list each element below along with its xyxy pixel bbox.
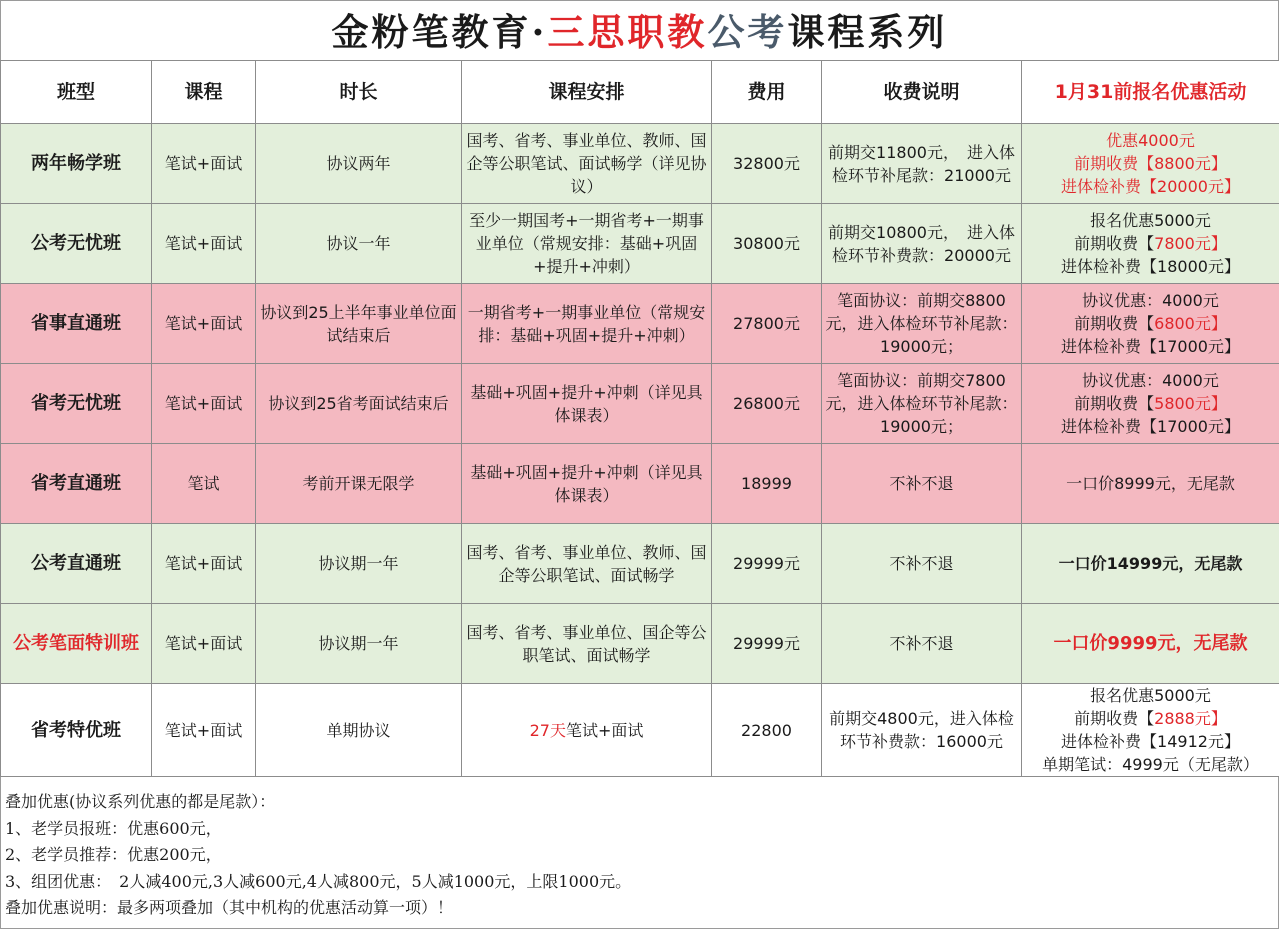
page-title: [0, 0, 1279, 60]
promo-line: 前期收费【6800元】: [1074, 314, 1227, 333]
row-course: 笔试+面试: [152, 684, 256, 777]
header-duration: 时长: [256, 61, 462, 124]
row-name: 省事直通班: [1, 284, 152, 364]
row-promo: [1022, 284, 1279, 364]
row-course: 笔试+面试: [152, 524, 256, 604]
row-duration: 考前开课无限学: [256, 444, 462, 524]
row-schedule: 国考、省考、事业单位、教师、国企等公职笔试、面试畅学（详见协议）: [462, 124, 712, 204]
row-fee: 30800元: [712, 204, 822, 284]
row-promo: [1022, 124, 1279, 204]
row-name: 公考无忧班: [1, 204, 152, 284]
header-fee: 费用: [712, 61, 822, 124]
row-promo: [1022, 364, 1279, 444]
header-promo: 1月31前报名优惠活动: [1022, 61, 1279, 124]
row-fee: 29999元: [712, 604, 822, 684]
row-schedule: 27天笔试+面试: [462, 684, 712, 777]
row-promo: 一口价9999元，无尾款: [1022, 604, 1279, 684]
row-course: 笔试+面试: [152, 284, 256, 364]
title-part3: 公考: [707, 10, 788, 54]
promo-line: 报名优惠5000元: [1090, 211, 1211, 230]
row-course: 笔试+面试: [152, 204, 256, 284]
promo-line: 进体检补费【20000元】: [1061, 177, 1240, 196]
row-duration: 协议期一年: [256, 524, 462, 604]
table-row: [1, 284, 1279, 364]
row-name: 省考无忧班: [1, 364, 152, 444]
header-fee-note: 收费说明: [822, 61, 1022, 124]
promo-line: 前期收费【7800元】: [1074, 234, 1227, 253]
row-schedule: 基础+巩固+提升+冲刺（详见具体课表）: [462, 444, 712, 524]
promo-line: 前期收费【2888元】: [1074, 709, 1227, 728]
title-part2: 三思职教: [547, 10, 708, 54]
row-fee-note: 笔面协议：前期交8800元，进入体检环节补尾款：19000元；: [822, 284, 1022, 364]
row-fee: 22800: [712, 684, 822, 777]
promo-line: 前期收费【5800元】: [1074, 394, 1227, 413]
note-line: 叠加优惠说明：最多两项叠加（其中机构的优惠活动算一项）！: [5, 898, 454, 917]
promo-line: 单期笔试：4999元（无尾款）: [1042, 755, 1259, 774]
row-fee-note: 不补不退: [822, 444, 1022, 524]
row-promo: 一口价8999元，无尾款: [1022, 444, 1279, 524]
row-schedule: 国考、省考、事业单位、国企等公职笔试、面试畅学: [462, 604, 712, 684]
promo-line: 优惠4000元: [1106, 131, 1195, 150]
row-duration: 单期协议: [256, 684, 462, 777]
table-row: [1, 604, 1279, 684]
row-name: 省考特优班: [1, 684, 152, 777]
row-name: 两年畅学班: [1, 124, 152, 204]
row-schedule: 至少一期国考+一期省考+一期事业单位（常规安排：基础+巩固+提升+冲刺）: [462, 204, 712, 284]
table-row: [1, 204, 1279, 284]
promo-line: 前期收费【8800元】: [1074, 154, 1227, 173]
row-schedule: 一期省考+一期事业单位（常规安排：基础+巩固+提升+冲刺）: [462, 284, 712, 364]
row-name: 公考笔面特训班: [1, 604, 152, 684]
row-duration: 协议期一年: [256, 604, 462, 684]
table-row: [1, 444, 1279, 524]
promo-line: 进体检补费【14912元】: [1061, 732, 1240, 751]
promo-line: 进体检补费【17000元】: [1061, 337, 1240, 356]
title-part1: 金粉笔教育·: [331, 10, 548, 54]
row-schedule: 国考、省考、事业单位、教师、国企等公职笔试、面试畅学: [462, 524, 712, 604]
row-course: 笔试+面试: [152, 124, 256, 204]
row-fee: 27800元: [712, 284, 822, 364]
row-fee-note: 不补不退: [822, 524, 1022, 604]
row-schedule: 基础+巩固+提升+冲刺（详见具体课表）: [462, 364, 712, 444]
row-course: 笔试+面试: [152, 364, 256, 444]
row-fee-note: 前期交4800元，进入体检环节补费款：16000元: [822, 684, 1022, 777]
discount-notes: [5, 789, 1265, 922]
header-course: 课程: [152, 61, 256, 124]
row-course: 笔试+面试: [152, 604, 256, 684]
row-course: 笔试: [152, 444, 256, 524]
row-duration: 协议到25省考面试结束后: [256, 364, 462, 444]
title-part4: 课程系列: [787, 10, 948, 54]
table-header-row: [1, 61, 1279, 124]
row-fee-note: 前期交11800元， 进入体检环节补尾款：21000元: [822, 124, 1022, 204]
promo-line: 协议优惠：4000元: [1082, 291, 1219, 310]
note-line: 1、老学员报班：优惠600元，: [5, 818, 222, 838]
row-fee: 32800元: [712, 124, 822, 204]
table-row: [1, 124, 1279, 204]
row-fee-note: 前期交10800元， 进入体检环节补费款：20000元: [822, 204, 1022, 284]
promo-line: 进体检补费【17000元】: [1061, 417, 1240, 436]
row-fee: 18999: [712, 444, 822, 524]
table-row: [1, 684, 1279, 777]
promo-line: 报名优惠5000元: [1090, 686, 1211, 705]
row-promo: [1022, 684, 1279, 777]
promo-line: 进体检补费【18000元】: [1061, 257, 1240, 276]
header-schedule: 课程安排: [462, 61, 712, 124]
note-line: 叠加优惠(协议系列优惠的都是尾款）：: [5, 792, 276, 811]
row-name: 省考直通班: [1, 444, 152, 524]
row-promo: [1022, 204, 1279, 284]
table-row: [1, 524, 1279, 604]
row-duration: 协议两年: [256, 124, 462, 204]
note-line: 2、老学员推荐：优惠200元，: [5, 845, 222, 864]
row-duration: 协议一年: [256, 204, 462, 284]
row-fee: 29999元: [712, 524, 822, 604]
row-fee-note: 不补不退: [822, 604, 1022, 684]
course-table: [0, 60, 1279, 777]
row-fee-note: 笔面协议：前期交7800元，进入体检环节补尾款：19000元；: [822, 364, 1022, 444]
table-row: [1, 364, 1279, 444]
promo-line: 协议优惠：4000元: [1082, 371, 1219, 390]
row-duration: 协议到25上半年事业单位面试结束后: [256, 284, 462, 364]
header-class-type: 班型: [1, 61, 152, 124]
row-fee: 26800元: [712, 364, 822, 444]
row-promo: 一口价14999元，无尾款: [1022, 524, 1279, 604]
row-name: 公考直通班: [1, 524, 152, 604]
note-line: 3、组团优惠： 2人减400元,3人减600元,4人减800元，5人减1000元，上限1000元。: [5, 871, 632, 891]
